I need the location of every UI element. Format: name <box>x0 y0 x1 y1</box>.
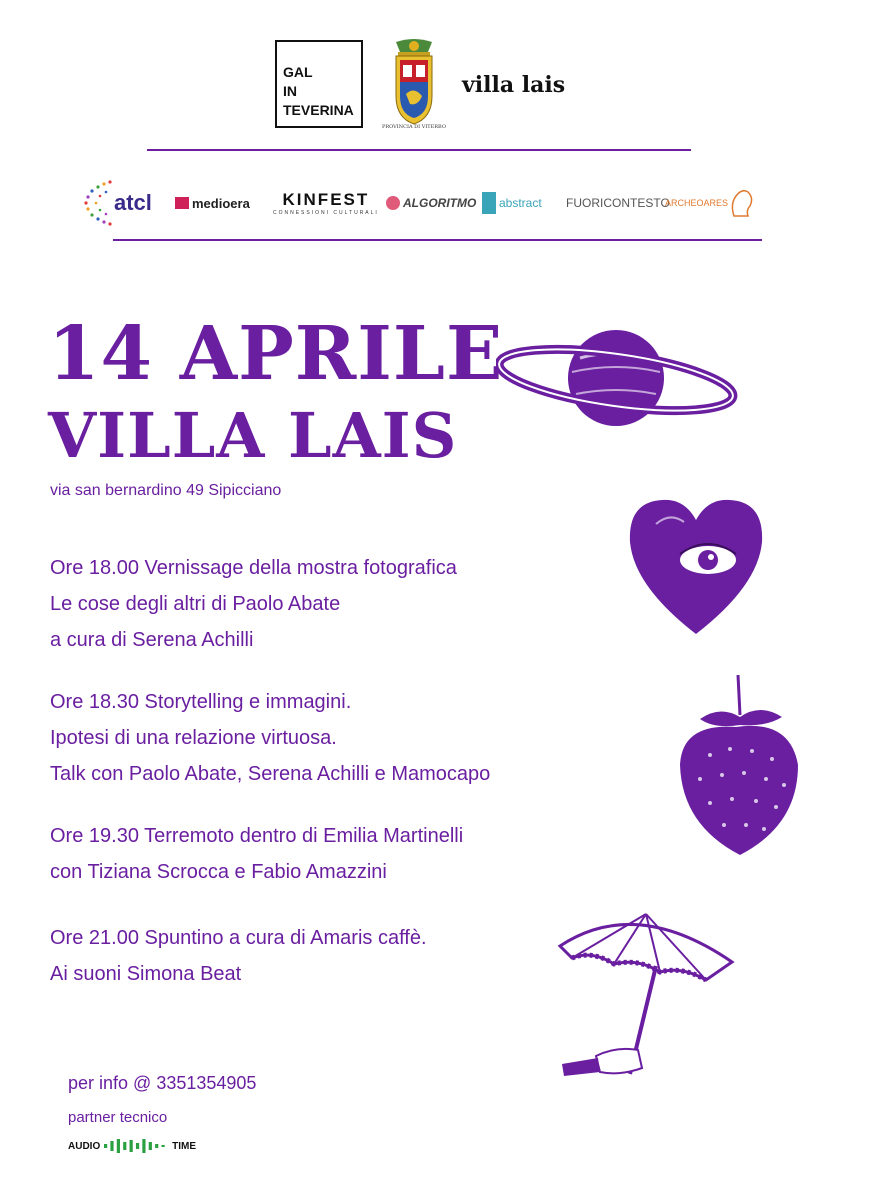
program-line: Ai suoni Simona Beat <box>50 963 242 985</box>
program-line: Ore 19.30 Terremoto dentro di Emilia Martinelli <box>50 825 464 847</box>
archeoares-text: ARCHEOARES <box>665 198 729 208</box>
abstract-text: abstract <box>499 196 542 210</box>
program-line: Ore 18.00 Vernissage della mostra fotografica <box>50 557 457 579</box>
heart-eye-illustration-icon <box>626 494 766 638</box>
program-line: a cura di Serena Achilli <box>50 629 254 651</box>
program-line: Ipotesi di una relazione virtuosa. <box>50 727 337 749</box>
kinfest-subtitle: CONNESSIONI CULTURALI <box>273 210 379 216</box>
atcl-logo <box>80 178 152 228</box>
umbrella-hand-illustration-icon <box>556 906 736 1092</box>
gal-in-teverina-logo <box>275 40 363 128</box>
equalizer-icon <box>104 1139 168 1153</box>
medioera-text: medioera <box>192 195 250 211</box>
program-item <box>50 684 650 792</box>
program-item <box>50 550 650 658</box>
algoritmo-logo <box>386 178 476 228</box>
provincia-crest-icon <box>388 38 440 132</box>
info-phone: per info @ 3351354905 <box>68 1073 257 1093</box>
event-venue: VILLA LAIS <box>48 399 458 472</box>
audio-time-logo <box>68 1136 196 1156</box>
program-line: Le cose degli altri di Paolo Abate <box>50 593 341 615</box>
atcl-text: atcl <box>114 190 152 215</box>
kinfest-logo <box>273 178 379 228</box>
kinfest-text: KINFEST <box>282 190 370 209</box>
medioera-logo <box>175 178 250 228</box>
fuoricontesto-logo <box>566 178 670 228</box>
abstract-logo <box>482 178 542 228</box>
program-line: Talk con Paolo Abate, Serena Achilli e Mamocapo <box>50 763 491 785</box>
fuoricontesto-text: FUORICONTESTO <box>566 196 670 210</box>
partner-label: partner tecnico <box>68 1109 168 1126</box>
strawberry-illustration-icon <box>670 675 804 857</box>
event-address: via san bernardino 49 Sipicciano <box>50 482 282 499</box>
planet-illustration-icon <box>496 318 738 434</box>
crest-caption: PROVINCIA DI VITERBO <box>382 124 446 130</box>
algoritmo-mark-icon <box>386 196 400 210</box>
program-item <box>50 818 650 890</box>
archeoares-head-icon <box>728 186 754 220</box>
archeoares-logo <box>665 178 754 228</box>
program-line: con Tiziana Scrocca e Fabio Amazzini <box>50 861 387 883</box>
time-text: TIME <box>172 1140 196 1152</box>
program-line: Ore 21.00 Spuntino a cura di Amaris caffè. <box>50 927 427 949</box>
villa-lais-brand: villa lais <box>462 72 566 98</box>
audio-text: AUDIO <box>68 1140 101 1152</box>
algoritmo-text: ALGORITMO <box>403 196 477 210</box>
atcl-dots-icon <box>80 178 114 228</box>
event-date: 14 APRILE <box>48 311 504 397</box>
gal-logo-text: GAL IN TEVERINA <box>283 64 354 118</box>
program-line: Ore 18.30 Storytelling e immagini. <box>50 691 352 713</box>
sponsor-divider <box>113 239 762 241</box>
medioera-mark-icon <box>175 197 189 209</box>
header-divider <box>147 149 691 151</box>
abstract-mark-icon <box>482 192 496 214</box>
